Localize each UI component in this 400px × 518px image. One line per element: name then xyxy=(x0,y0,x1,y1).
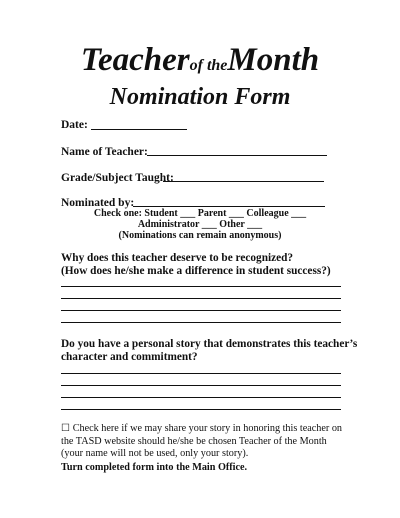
title-word-teacher: Teacher xyxy=(80,42,190,78)
share-permission-checkbox[interactable]: ☐ xyxy=(61,423,71,434)
answer-1-line[interactable] xyxy=(61,298,341,299)
title-word-month: Month xyxy=(227,42,320,78)
question-2-line-1: Do you have a personal story that demonstrates this teacher’s xyxy=(61,338,358,350)
answer-1-line[interactable] xyxy=(61,286,341,287)
nominated-by-label: Nominated by: xyxy=(61,197,135,209)
answer-2-line[interactable] xyxy=(61,385,341,386)
grade-subject-field[interactable] xyxy=(163,181,324,182)
form-title xyxy=(0,42,400,79)
date-label: Date: xyxy=(61,119,88,131)
answer-2-line[interactable] xyxy=(61,409,341,410)
nominated-by-field[interactable] xyxy=(133,206,325,207)
form-subtitle: Nomination Form xyxy=(109,84,291,110)
teacher-name-field[interactable] xyxy=(147,155,327,156)
check-one-line: Check one: Student ___ Parent ___ Colleague ___ xyxy=(93,208,307,219)
date-field[interactable] xyxy=(91,129,187,130)
question-1-line-2: (How does he/she make a difference in student success?) xyxy=(61,265,331,277)
answer-2-line[interactable] xyxy=(61,397,341,398)
question-1-line-1: Why does this teacher deserve to be recognized? xyxy=(61,252,294,264)
teacher-name-label: Name of Teacher: xyxy=(61,146,148,158)
title-connector: of the xyxy=(189,57,228,74)
submit-instruction: Turn completed form into the Main Office. xyxy=(61,462,248,473)
answer-1-line[interactable] xyxy=(61,322,341,323)
anonymous-note: (Nominations can remain anonymous) xyxy=(118,230,282,241)
grade-subject-label: Grade/Subject Taught: xyxy=(61,172,174,184)
answer-1-line[interactable] xyxy=(61,310,341,311)
question-2-line-2: character and commitment? xyxy=(61,351,198,363)
check-one-line-2: Administrator ___ Other ___ xyxy=(137,219,263,230)
share-permission-text: Check here if we may share your story in honoring this teacher on the TASD website should he/she be chosen Teacher of the Month (your name will not be used, only your story). xyxy=(61,423,343,459)
answer-2-line[interactable] xyxy=(61,373,341,374)
share-permission xyxy=(61,423,346,461)
